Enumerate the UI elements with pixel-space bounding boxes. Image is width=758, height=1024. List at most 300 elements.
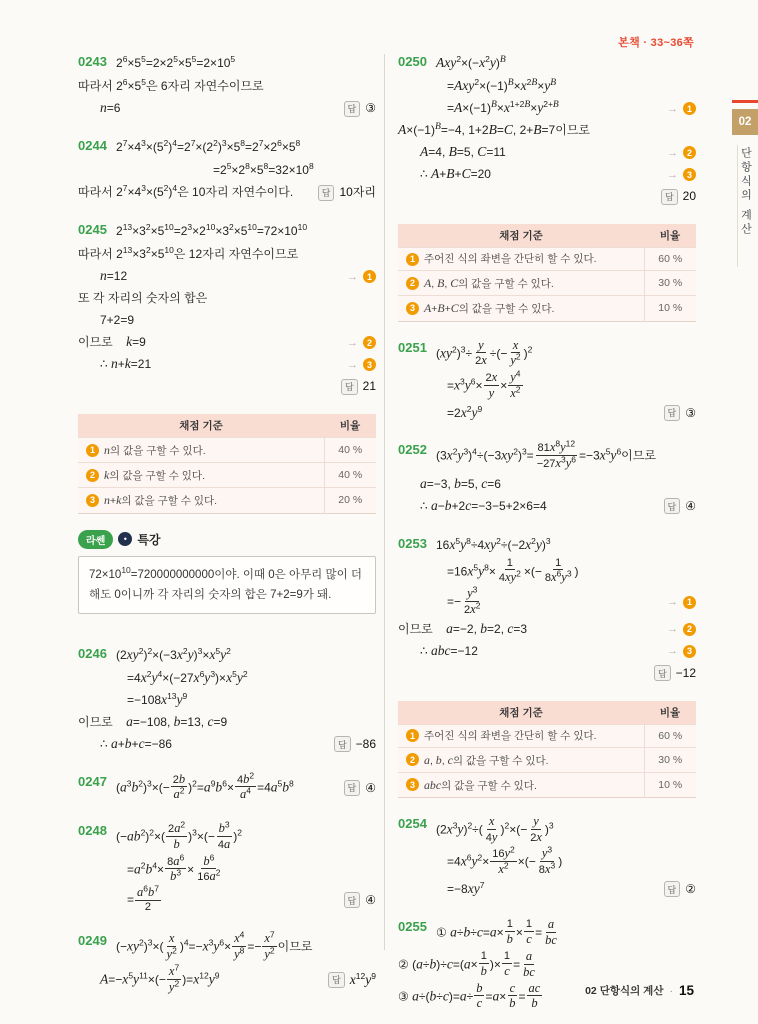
math-exponent: 6 [179, 851, 185, 862]
math-exponent: 2 [467, 820, 473, 831]
tip-box-text: $72\times 10^{10}=720000000000$이야. 이때 0은 아무리 많이 더해도 0이니까 각 자리의 숫자의 합은 7+2=9가 돼. [78, 556, 376, 614]
math-variable: a [416, 956, 423, 972]
math-expression: $=4x^2y^4\times(-27x^6y^3)\times x^5y^2$ [127, 669, 248, 686]
problem-0243 [78, 52, 376, 119]
math-variable: b [170, 869, 177, 884]
math-variable: b [173, 836, 180, 851]
fraction-numerator: $16y^2$ [492, 844, 515, 861]
math-exponent: 7 [269, 929, 275, 940]
rubric-criteria-text: abc의 값을 구할 수 있다. [424, 777, 537, 792]
math-exponent: 4 [246, 785, 251, 796]
answer-value: 20 [682, 189, 696, 204]
math-variable: c [446, 956, 453, 972]
math-variable: x [510, 385, 516, 400]
problem-number: 0249 [78, 933, 107, 949]
math-fraction [484, 814, 500, 844]
math-exponent: 2 [452, 446, 458, 457]
problem-first-row [398, 814, 696, 846]
math-fraction [262, 931, 276, 961]
math-fraction [216, 821, 232, 851]
math-exponent: 5 [215, 646, 221, 657]
solution-line [420, 474, 696, 495]
math-exponent: 2B [526, 77, 538, 89]
answer-badge: 답 [664, 881, 681, 897]
math-variable: a [525, 949, 533, 964]
math-variable: y [488, 385, 495, 400]
math-expression: ∴ a−b+2c=−3−5+2×6=4 [420, 498, 547, 514]
book-page-reference: 본책 · 33~36쪽 [618, 37, 694, 49]
math-exponent: 2 [163, 183, 169, 194]
step-marker [659, 146, 696, 159]
fraction-denominator: 4a [217, 836, 231, 851]
math-expression: n=6 [100, 100, 121, 116]
math-expression: $(xy^2)^3\div$ $\frac{y}{2x}$ ÷(− $\frac{x}{y^2}$ )$^2$ [436, 337, 533, 368]
rubric-ratio-cell: 30 % [644, 747, 696, 772]
solution-line [447, 558, 696, 586]
math-exponent: 3 [141, 183, 146, 194]
math-expression: $(a^3b^2)^3\times(-$ $\frac{2b}{a^2}$ )$^2=a^9b^6\times$ $\frac{4b^2}{a^4}$ $=4a^5b^8$ [116, 770, 294, 802]
solution-line [436, 815, 696, 845]
math-variable: a [450, 924, 457, 940]
grading-rubric-table [78, 414, 376, 514]
math-exponent: 2 [180, 819, 186, 830]
math-exponent: 7 [258, 138, 264, 149]
math-variable: C [503, 122, 513, 138]
math-expression: $A\times(-1)^B=-4$, 1+2B=C, 2+B=7이므로 [398, 121, 591, 138]
math-variable: a [120, 779, 127, 795]
fraction-denominator [171, 837, 181, 852]
rubric-header-row [398, 224, 696, 248]
math-variable: a [270, 779, 278, 795]
solution-line [420, 164, 696, 185]
math-exponent: 2 [179, 785, 185, 796]
math-exponent: 3 [197, 646, 203, 657]
rubric-criteria [406, 729, 597, 743]
math-exponent: 3 [187, 222, 193, 233]
solution-line [436, 53, 696, 74]
math-expression: 이므로 a=−2, b=2, c=3 [398, 620, 528, 636]
rubric-criteria-cell [78, 488, 324, 513]
solution-line [100, 310, 376, 331]
math-exponent: 5 [191, 54, 197, 65]
answer-value: ③ [365, 101, 376, 116]
math-expression: 이므로 a=−108, b=13, c=9 [78, 714, 228, 730]
solution-line [127, 883, 376, 914]
math-variable: b [178, 771, 186, 786]
page-footer [585, 983, 694, 998]
math-variable: a [209, 869, 216, 884]
math-expression: $2^6\times 5^5=2\times 2^5\times 5^5=2\times 10^5$ [116, 54, 236, 71]
math-exponent: 5 [277, 778, 283, 789]
math-variable: bc [523, 964, 535, 979]
math-fraction [462, 586, 482, 616]
math-expression: $16x^5y^8\div 4xy^2\div(-2x^2y)^3$ [436, 536, 551, 553]
math-variable: y [565, 456, 572, 471]
problem-0247 [78, 772, 376, 804]
math-fraction [502, 950, 512, 978]
math-expression: 또 각 자리의 숫자의 합은 [78, 291, 208, 306]
answer-badge: 답 [344, 780, 361, 796]
rubric-header-row [78, 414, 376, 438]
math-variable: b [435, 752, 442, 767]
fraction-numerator [487, 814, 497, 830]
math-variable: c [509, 980, 516, 995]
math-variable: y [561, 570, 567, 585]
rubric-row [78, 463, 376, 488]
math-variable: n [100, 100, 107, 116]
problem-first-row [78, 52, 376, 75]
fraction-numerator [135, 885, 161, 901]
solution-line [78, 376, 376, 397]
math-exponent: 3 [147, 937, 153, 948]
math-exponent: 2 [466, 403, 472, 414]
math-fraction [479, 950, 489, 978]
math-exponent: 7 [479, 880, 485, 891]
math-exponent: 4 [152, 859, 158, 870]
math-expression: $=-108x^{13}y^9$ [127, 691, 188, 708]
math-variable: x [234, 931, 240, 946]
rubric-row [78, 488, 376, 513]
math-exponent: 3 [224, 819, 230, 830]
math-variable: n [100, 268, 107, 284]
step-number-badge: 3 [363, 358, 376, 371]
math-exponent: 9 [210, 778, 216, 789]
math-fraction [171, 772, 187, 802]
math-exponent: 3 [548, 820, 554, 831]
fraction-denominator [479, 964, 489, 979]
math-exponent: 9 [182, 691, 188, 702]
math-exponent: 6 [571, 454, 576, 465]
math-variable: c [526, 931, 532, 946]
math-exponent: 6 [122, 77, 128, 88]
math-fraction [490, 846, 517, 876]
rubric-criteria-cell [398, 772, 644, 797]
answer [656, 498, 696, 514]
math-expression: $(3x^2y^3)^4\div(-3xy^2)^3=$ $\frac{81x^8y^{12}}{-27x^3y^6}$ $=-3x^5y^6$이므로 [436, 438, 656, 471]
math-exponent: 3 [521, 446, 527, 457]
math-exponent: 9 [477, 403, 483, 414]
step-marker [339, 336, 376, 349]
math-fraction [505, 918, 515, 946]
math-exponent: 2 [474, 77, 480, 88]
math-variable: b [444, 498, 452, 514]
problem-number: 0252 [398, 442, 427, 458]
math-variable: y [220, 647, 227, 663]
math-variable: x [599, 447, 606, 463]
step-arrow-icon: → [667, 146, 678, 159]
solution-line [447, 402, 696, 423]
problem-number: 0245 [78, 222, 107, 237]
problem-number: 0254 [398, 816, 427, 832]
math-exponent: 2 [485, 54, 490, 65]
fraction-denominator [232, 947, 246, 962]
math-exponent: 3 [545, 536, 551, 547]
math-variable: c [447, 752, 453, 767]
math-variable: abc [430, 642, 451, 658]
math-exponent [500, 54, 506, 64]
math-variable: y [467, 586, 473, 601]
math-expression: A=4, B=5, C=11 [420, 144, 506, 160]
math-variable: b [429, 988, 437, 1004]
math-expression: 이므로 k=9 [78, 334, 146, 350]
math-exponent: 2 [503, 860, 509, 871]
solution-line [436, 438, 696, 471]
math-variable: y [236, 670, 243, 686]
math-fraction [508, 338, 522, 368]
math-expression: $A=-x^5y^{11}\times(-$ $\frac{x^7}{y^2}$ )$=x^{12}y^9$ [100, 962, 220, 994]
problem-first-row [398, 338, 696, 370]
problem-first-row [78, 136, 376, 159]
rubric-criteria-text: A+B+C의 값을 구할 수 있다. [424, 301, 555, 316]
math-variable: B [437, 301, 445, 316]
math-exponent: 2 [146, 669, 152, 680]
rubric-header-criteria: 채점 기준 [78, 414, 324, 438]
answer-badge: 답 [341, 379, 358, 395]
step-number-badge: 3 [406, 302, 419, 315]
math-expression: $=2x^2y^9$ [447, 403, 483, 420]
problem-first-row [78, 772, 376, 804]
solution-line [447, 98, 696, 119]
rubric-ratio-cell: 10 % [644, 296, 696, 321]
left-column [78, 52, 376, 1012]
math-exponent: 13 [122, 222, 133, 233]
problem-number: 0243 [78, 54, 107, 69]
answer-badge: 답 [654, 665, 671, 681]
math-variable: c [476, 996, 483, 1011]
math-variable: abc [424, 777, 442, 792]
solution-line [398, 186, 696, 207]
math-variable: a [173, 787, 180, 802]
tip-section [78, 530, 376, 614]
fraction-numerator [527, 981, 543, 997]
math-variable: x [488, 814, 495, 829]
fraction-denominator [475, 996, 485, 1011]
step-marker [339, 270, 376, 283]
math-exponent: 3 [221, 138, 227, 149]
solution-line [116, 770, 376, 803]
answer [653, 188, 696, 204]
math-variable: a [463, 956, 471, 972]
math-exponent: 2 [515, 383, 521, 394]
math-variable: A [424, 301, 432, 316]
math-variable: ab [127, 828, 141, 844]
math-exponent [435, 121, 441, 131]
answer-badge: 답 [318, 185, 335, 201]
math-exponent: 8 [555, 438, 561, 449]
fraction-denominator [238, 787, 253, 802]
math-expression: $(2x^3y)^2\div$( $\frac{x}{4y}$ )$^2$×(− $\frac{y}{2x}$ )$^3$ [436, 814, 554, 844]
answer-value: ④ [365, 780, 376, 795]
math-expression: ③ a÷(b÷c)=a÷ $\frac{b}{c}$ =a× $\frac{c}{b}$ = $\frac{ac}{b}$ [398, 980, 541, 1011]
fraction-denominator [505, 932, 515, 947]
math-variable: x [193, 670, 200, 686]
problem-number: 0247 [78, 773, 107, 789]
math-variable: c [504, 963, 510, 978]
math-exponent: 6 [222, 778, 227, 789]
math-variable: x [264, 931, 270, 946]
solution-line [100, 98, 376, 119]
math-variable: x [460, 853, 467, 869]
math-variable: b [282, 779, 290, 795]
math-exponent: 10 [247, 222, 257, 233]
math-variable: a [174, 821, 181, 836]
answer [320, 971, 376, 989]
math-exponent: 10 [164, 222, 174, 233]
math-variable: b [173, 714, 181, 730]
rubric-criteria-text: A, B, C의 값을 구할 수 있다. [424, 276, 554, 291]
step-number-badge: 2 [683, 146, 696, 159]
math-variable: c [207, 714, 214, 730]
problem-number: 0255 [398, 918, 427, 934]
math-exponent: 7 [190, 138, 196, 149]
math-exponent: 3 [452, 820, 458, 831]
math-exponent: 3 [126, 778, 132, 789]
rubric-criteria-text: a, b, c의 값을 구할 수 있다. [424, 752, 549, 767]
math-fraction [508, 370, 522, 400]
math-variable: x [460, 404, 467, 420]
rubric-criteria-cell [398, 248, 644, 271]
math-variable: b [218, 821, 225, 836]
math-variable: xy [467, 881, 480, 897]
problem-first-row [398, 52, 696, 75]
math-exponent: 4 [172, 183, 178, 194]
math-exponent: 2 [192, 778, 197, 789]
answer-badge: 답 [344, 892, 361, 908]
math-variable: y [610, 447, 617, 463]
rubric-row [398, 772, 696, 797]
fraction-numerator: 2x [485, 369, 498, 384]
math-variable: b [131, 779, 139, 795]
math-exponent [550, 77, 556, 87]
math-variable: a [203, 779, 211, 795]
math-fraction [527, 981, 543, 1011]
problem-0248 [78, 821, 376, 914]
math-exponent: 2 [496, 536, 501, 547]
fraction-numerator: 1 [503, 950, 511, 963]
math-exponent: 8 [245, 161, 250, 172]
math-exponent: 6 [470, 376, 476, 387]
math-variable: c [481, 476, 488, 492]
math-expression: $=-8xy^7$ [447, 880, 485, 897]
math-exponent: 5 [455, 536, 461, 547]
math-variable: A [420, 144, 429, 160]
rubric-criteria [406, 300, 554, 316]
solution-line [78, 76, 376, 97]
rubric-ratio-cell: 40 % [324, 463, 376, 488]
math-variable: B [437, 276, 445, 291]
math-fraction [528, 814, 544, 844]
math-expression: $=a^2b^4\times$ $\frac{8a^6}{b^3}$ × $\frac{b^6}{16a^2}$ [127, 851, 221, 884]
solution-line [436, 339, 696, 369]
math-variable: y [151, 670, 158, 686]
math-variable: x [498, 862, 504, 877]
math-exponent: 2+B [543, 99, 559, 111]
rubric-row [398, 271, 696, 296]
math-exponent: 5 [226, 161, 232, 172]
math-variable: y [187, 647, 194, 663]
math-variable: x [544, 862, 551, 877]
problem-0251 [398, 338, 696, 424]
math-variable: x [209, 647, 216, 663]
math-exponent: 8 [295, 138, 301, 149]
math-exponent: 7 [154, 883, 159, 894]
math-variable: b [509, 996, 516, 1011]
math-exponent [508, 77, 514, 87]
right-column [398, 52, 696, 1024]
math-exponent: 6 [209, 851, 215, 862]
problem-number: 0246 [78, 645, 107, 661]
tip-header [78, 530, 376, 549]
math-variable: b [506, 931, 513, 946]
math-fraction [484, 370, 500, 400]
rubric-criteria-text: 주어진 식의 좌변을 간단히 할 수 있다. [424, 729, 597, 742]
fraction-denominator [508, 383, 522, 401]
step-arrow-icon: → [667, 645, 678, 658]
rubric-header-criteria: 채점 기준 [398, 701, 644, 725]
math-variable: y [365, 971, 372, 987]
math-variable: y [208, 971, 215, 987]
math-variable: c [465, 498, 472, 514]
math-exponent: 5 [473, 562, 479, 573]
math-fraction [543, 557, 574, 585]
math-variable: y [234, 947, 240, 962]
math-variable: b [145, 860, 153, 876]
math-variable: y [471, 853, 478, 869]
math-exponent: 13 [167, 691, 177, 702]
problem-0254 [398, 814, 696, 900]
solution-line [78, 712, 376, 733]
math-exponent: 8 [239, 945, 245, 956]
math-exponent: 12 [355, 970, 366, 981]
problem-number: 0248 [78, 823, 107, 839]
rubric-criteria [86, 442, 206, 458]
math-variable: x [446, 821, 453, 837]
math-variable: C [450, 301, 459, 316]
step-arrow-icon: → [667, 102, 678, 115]
answer [326, 736, 376, 752]
math-exponent: 5 [173, 54, 178, 65]
math-expression: =− $\frac{y^3}{2x^2}$ [447, 584, 481, 616]
rubric-criteria-cell [78, 438, 324, 463]
math-expression: $(-ab^2)^2\times$( $\frac{2a^2}{b}$ )$^3$×(− $\frac{b^3}{4a}$ )$^2$ [116, 819, 243, 851]
solution-line [78, 244, 376, 265]
math-variable: k [124, 356, 131, 372]
math-expression: $=A\times(-1)^B\times x^{1+2B}\times y^{2+B}$ [447, 99, 559, 116]
math-expression: $=Axy^2\times(-1)^B\times x^{2B}\times y^B$ [447, 77, 557, 94]
math-exponent: 5 [232, 669, 237, 680]
math-exponent: 4 [157, 669, 163, 680]
math-exponent: 6 [199, 669, 205, 680]
math-expression: $(-xy^2)^3\times$( $\frac{x}{y^2}$ )$^4=-x^3y^6\times$ $\frac{x^4}{y^8}$ =− $\frac{x^7}{y^2}$ 이므로 [116, 929, 313, 962]
fraction-denominator [507, 996, 517, 1011]
fraction-denominator [508, 353, 522, 368]
math-variable: a [240, 787, 247, 802]
math-exponent: 2 [145, 222, 151, 233]
math-variable: x [202, 938, 209, 954]
math-exponent: 3 [550, 860, 556, 871]
math-variable: b [147, 884, 155, 899]
math-exponent: 7 [122, 138, 128, 149]
math-variable: bc [545, 932, 557, 947]
solution-line [447, 76, 696, 97]
math-variable: y [533, 814, 539, 829]
solution-line [116, 53, 376, 74]
math-variable: a [420, 476, 427, 492]
math-variable: n [104, 493, 110, 508]
math-expression: a=−3, b=5, c=6 [420, 476, 501, 492]
step-number-badge: 3 [683, 168, 696, 181]
math-exponent: 2 [140, 859, 146, 870]
